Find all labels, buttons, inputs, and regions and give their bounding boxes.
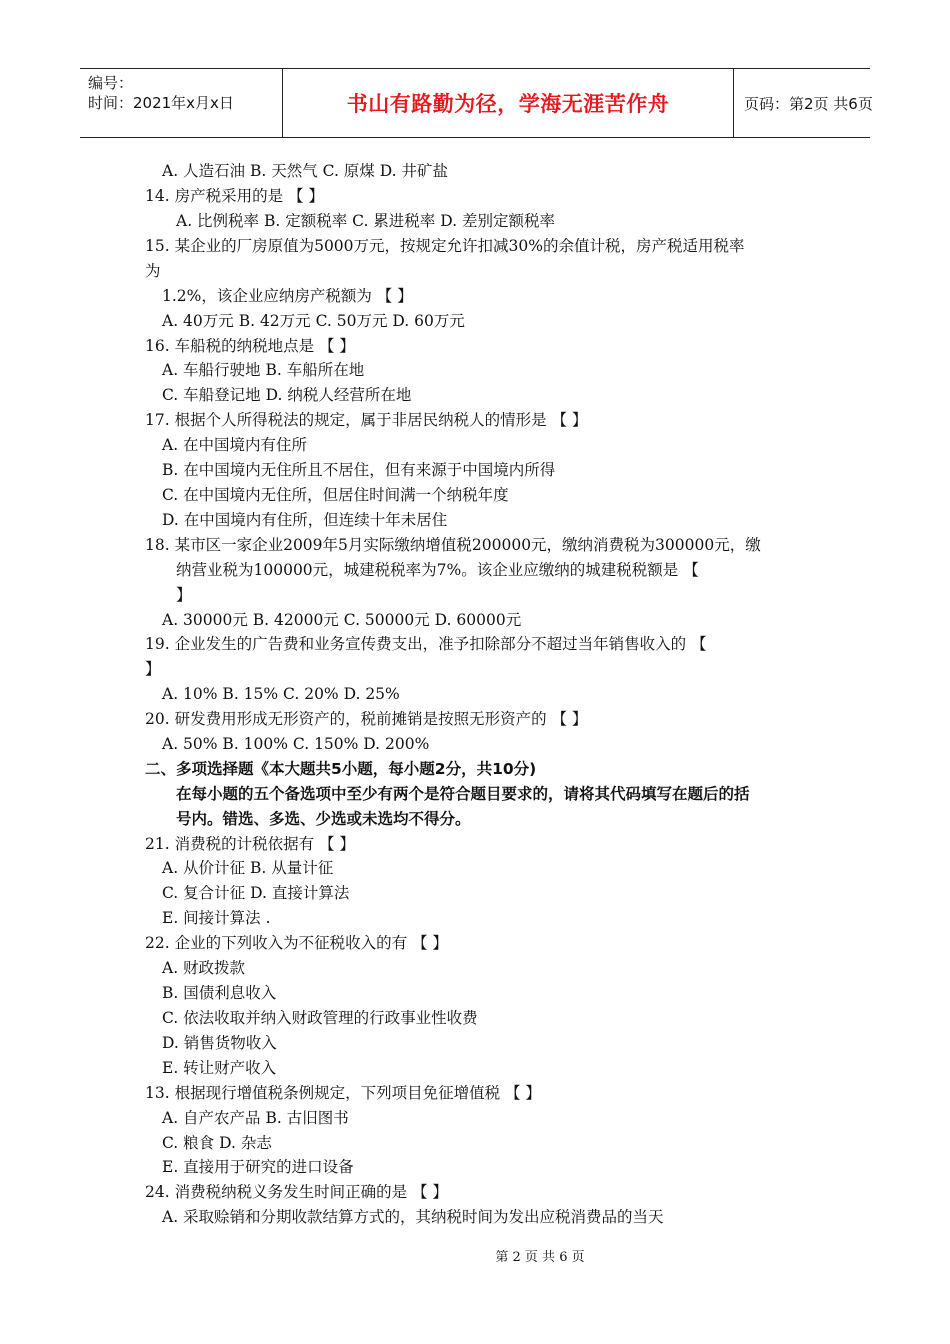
text-line: E. 直接用于研究的进口设备: [162, 1158, 354, 1176]
text-line: 21. 消费税的计税依据有 【 】: [145, 835, 355, 853]
text-line: C. 复合计征 D. 直接计算法: [162, 884, 350, 902]
text-line: E. 间接计算法 .: [162, 909, 271, 927]
text-line: 16. 车船税的纳税地点是 【 】: [145, 337, 355, 355]
text-line: C. 在中国境内无住所，但居住时间满一个纳税年度: [162, 486, 509, 504]
text-line: A. 人造石油 B. 天然气 C. 原煤 D. 井矿盐: [162, 162, 448, 180]
text-line: A. 从价计征 B. 从量计征: [162, 859, 334, 877]
text-line: 二、多项选择题《本大题共5小题，每小题2分，共10分): [145, 760, 537, 778]
text-line: C. 车船登记地 D. 纳税人经营所在地: [162, 386, 412, 404]
header-page-code: [734, 69, 873, 137]
text-line: 1.2%，该企业应纳房产税额为 【 】: [162, 287, 413, 305]
text-line: 纳营业税为100000元，城建税税率为7%。该企业应缴纳的城建税税额是 【: [176, 561, 699, 579]
page-code: 页码：第2页 共6页: [744, 94, 873, 113]
time-label: 时间：2021年x月x日: [88, 94, 234, 112]
text-line: A. 30000元 B. 42000元 C. 50000元 D. 60000元: [162, 611, 522, 629]
text-line: A. 50% B. 100% C. 150% D. 200%: [162, 735, 430, 753]
text-line: 17. 根据个人所得税法的规定，属于非居民纳税人的情形是 【 】: [145, 411, 588, 429]
text-line: 24. 消费税纳税义务发生时间正确的是 【 】: [145, 1183, 448, 1201]
text-line: A. 车船行驶地 B. 车船所在地: [162, 361, 365, 379]
text-line: C. 依法收取并纳入财政管理的行政事业性收费: [162, 1009, 478, 1027]
text-line: B. 国债利息收入: [162, 984, 277, 1002]
text-line: 19. 企业发生的广告费和业务宣传费支出，准予扣除部分不超过当年销售收入的 【: [145, 635, 707, 653]
text-line: A. 自产农产品 B. 古旧图书: [162, 1109, 349, 1127]
text-line: B. 在中国境内无住所且不居住，但有来源于中国境内所得: [162, 461, 556, 479]
page-header: [80, 68, 873, 138]
text-line: A. 40万元 B. 42万元 C. 50万元 D. 60万元: [162, 312, 465, 330]
page-footer: [0, 1246, 950, 1265]
text-line: 在每小题的五个备选项中至少有两个是符合题目要求的，请将其代码填写在题后的括: [176, 785, 750, 803]
footer-page-number: 第 2 页 共 6 页: [495, 1250, 585, 1265]
text-line: 】: [145, 660, 161, 678]
text-line: C. 粮食 D. 杂志: [162, 1134, 272, 1152]
text-line: 13. 根据现行增值税条例规定，下列项目免征增值税 【 】: [145, 1084, 541, 1102]
text-line: A. 10% B. 15% C. 20% D. 25%: [162, 685, 400, 703]
text-line: A. 财政拨款: [162, 959, 246, 977]
text-line: A. 采取赊销和分期收款结算方式的，其纳税时间为发出应税消费品的当天: [162, 1208, 664, 1226]
text-line: 18. 某市区一家企业2009年5月实际缴纳增值税200000元，缴纳消费税为300000元，缴: [145, 536, 761, 554]
text-line: 为: [145, 262, 161, 280]
text-line: D. 销售货物收入: [162, 1034, 277, 1052]
text-line: D. 在中国境内有住所，但连续十年未居住: [162, 511, 448, 529]
text-line: E. 转让财产收入: [162, 1059, 277, 1077]
text-line: 】: [176, 586, 192, 604]
text-line: 22. 企业的下列收入为不征税收入的有 【 】: [145, 934, 448, 952]
text-line: 号内。错选、多选、少选或未选均不得分。: [176, 810, 471, 828]
text-line: A. 比例税率 B. 定额税率 C. 累进税率 D. 差别定额税率: [176, 212, 555, 230]
motto: 书山有路勤为径，学海无涯苦作舟: [346, 92, 670, 116]
text-line: 15. 某企业的厂房原值为5000万元，按规定允许扣减30%的余值计税，房产税适用税率: [145, 237, 745, 255]
number-label: 编号：: [88, 74, 134, 92]
text-line: A. 在中国境内有住所: [162, 436, 308, 454]
header-motto-cell: [282, 69, 734, 137]
text-line: 20. 研发费用形成无形资产的，税前摊销是按照无形资产的 【 】: [145, 710, 588, 728]
text-line: 14. 房产税采用的是 【 】: [145, 187, 324, 205]
header-meta: [80, 69, 282, 137]
